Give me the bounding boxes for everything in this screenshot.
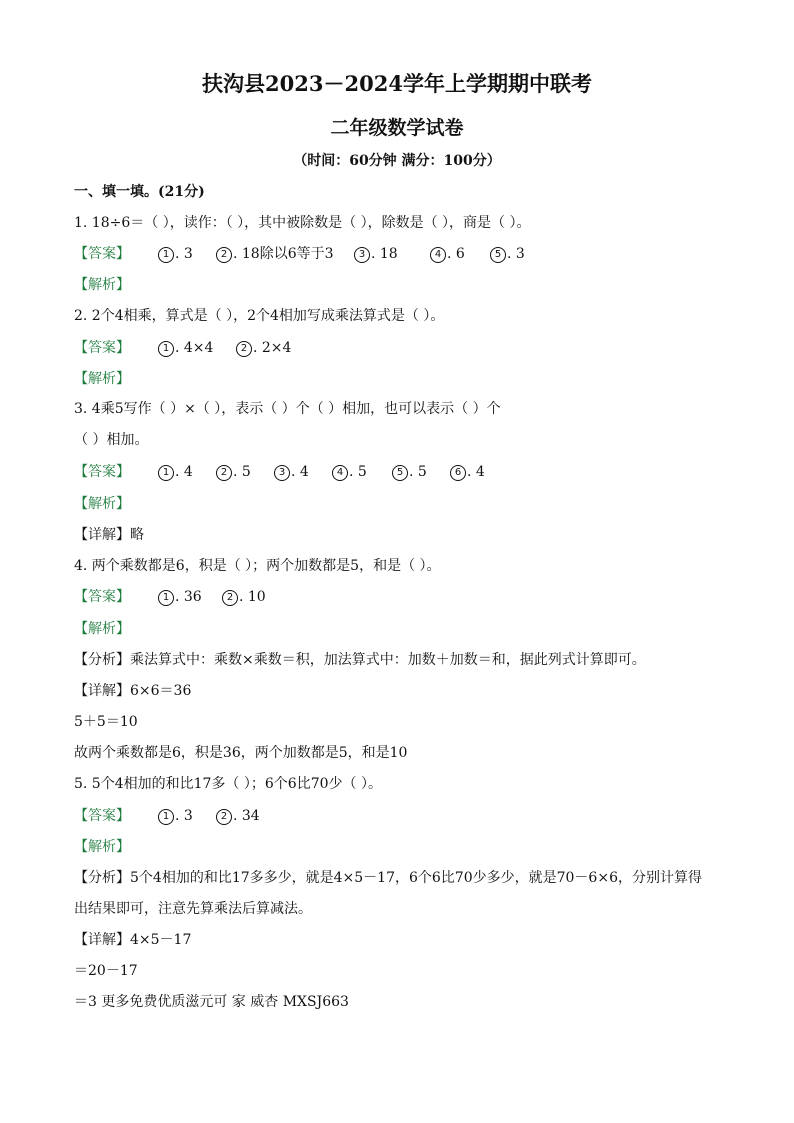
detail-text: 略 (130, 527, 144, 543)
answer-item: 1 . 3 (158, 806, 193, 826)
detail-row (74, 930, 191, 950)
detail-line: 5＋5＝10 (74, 714, 138, 730)
answer-item: 4 . 6 (430, 244, 465, 264)
exam-subtitle: 二年级数学试卷 (330, 117, 464, 139)
question-2: 2. 2个4相乘，算式是（ ），2个4相加写成乘法算式是（ ）。 (74, 308, 445, 324)
answer-row-1 (74, 244, 734, 264)
exam-info: （时间：60分钟 满分：100分） (293, 153, 501, 169)
answer-item: 5 . 3 (490, 244, 525, 264)
answer-item: 2 . 5 (216, 462, 251, 482)
analysis-label: 【解析】 (74, 839, 130, 855)
detail-line: ＝20－17 (74, 963, 138, 979)
answer-row-4 (74, 587, 734, 607)
answer-item: 1 . 4×4 (158, 338, 213, 358)
detail-text: 6×6＝36 (130, 683, 192, 699)
question-1: 1. 18÷6＝（ ），读作：（ ），其中被除数是（ ），除数是（ ），商是（ ）。 (74, 215, 531, 231)
answer-row-5 (74, 806, 734, 826)
detail-label: 【详解】 (74, 527, 130, 543)
answer-label: 【答案】 (74, 340, 130, 356)
analysis-row (74, 868, 702, 888)
analysis-text: 乘法算式中：乘数×乘数＝积，加法算式中：加数＋加数＝和，据此列式计算即可。 (130, 652, 646, 668)
detail-line: 故两个乘数都是6，积是36，两个加数都是5，和是10 (74, 745, 408, 761)
fenxi-label: 【分析】 (74, 652, 130, 668)
detail-text: 4×5－17 (130, 932, 192, 948)
analysis-text: 5个4相加的和比17多多少，就是4×5－17，6个6比70少多少，就是70－6×6，分别计算得 (130, 870, 702, 886)
answer-item: 5 . 5 (392, 462, 427, 482)
exam-title: 扶沟县2023－2024学年上学期期中联考 (202, 71, 592, 96)
answer-item: 1 . 3 (158, 244, 193, 264)
answer-item: 1 . 4 (158, 462, 193, 482)
fenxi-label: 【分析】 (74, 870, 130, 886)
answer-item: 1 . 36 (158, 587, 202, 607)
answer-row-3 (74, 462, 734, 482)
answer-row-2 (74, 338, 734, 358)
answer-item: 2 . 10 (222, 587, 266, 607)
answer-item: 6 . 4 (450, 462, 485, 482)
answer-item: 4 . 5 (332, 462, 367, 482)
detail-line: ＝3 更多免费优质滋元可 家 威杏 MXSJ663 (74, 994, 349, 1010)
question-3: 3. 4乘5写作（ ）×（ ），表示（ ）个（ ）相加，也可以表示（ ）个 (74, 401, 501, 417)
detail-label: 【详解】 (74, 683, 130, 699)
analysis-label: 【解析】 (74, 621, 130, 637)
question-4: 4. 两个乘数都是6，积是（ ）；两个加数都是5，和是（ ）。 (74, 558, 441, 574)
analysis-line: 出结果即可，注意先算乘法后算减法。 (74, 901, 312, 917)
detail-row (74, 681, 191, 701)
section-heading: 一、填一填。(21分) (74, 184, 205, 200)
answer-label: 【答案】 (74, 808, 130, 824)
question-5: 5. 5个4相加的和比17多（ ）；6个6比70少（ ）。 (74, 776, 382, 792)
question-3-cont: （ ）相加。 (74, 432, 149, 448)
answer-item: 3 . 4 (274, 462, 309, 482)
answer-item: 2 . 34 (216, 806, 260, 826)
detail-label: 【详解】 (74, 932, 130, 948)
analysis-label: 【解析】 (74, 371, 130, 387)
answer-item: 2 . 18除以6等于3 (216, 244, 334, 264)
answer-label: 【答案】 (74, 246, 130, 262)
answer-label: 【答案】 (74, 464, 130, 480)
answer-item: 3 . 18 (354, 244, 398, 264)
answer-item: 2 . 2×4 (236, 338, 291, 358)
detail-row (74, 525, 144, 545)
answer-label: 【答案】 (74, 589, 130, 605)
analysis-label: 【解析】 (74, 496, 130, 512)
analysis-label: 【解析】 (74, 277, 130, 293)
analysis-row (74, 650, 646, 670)
